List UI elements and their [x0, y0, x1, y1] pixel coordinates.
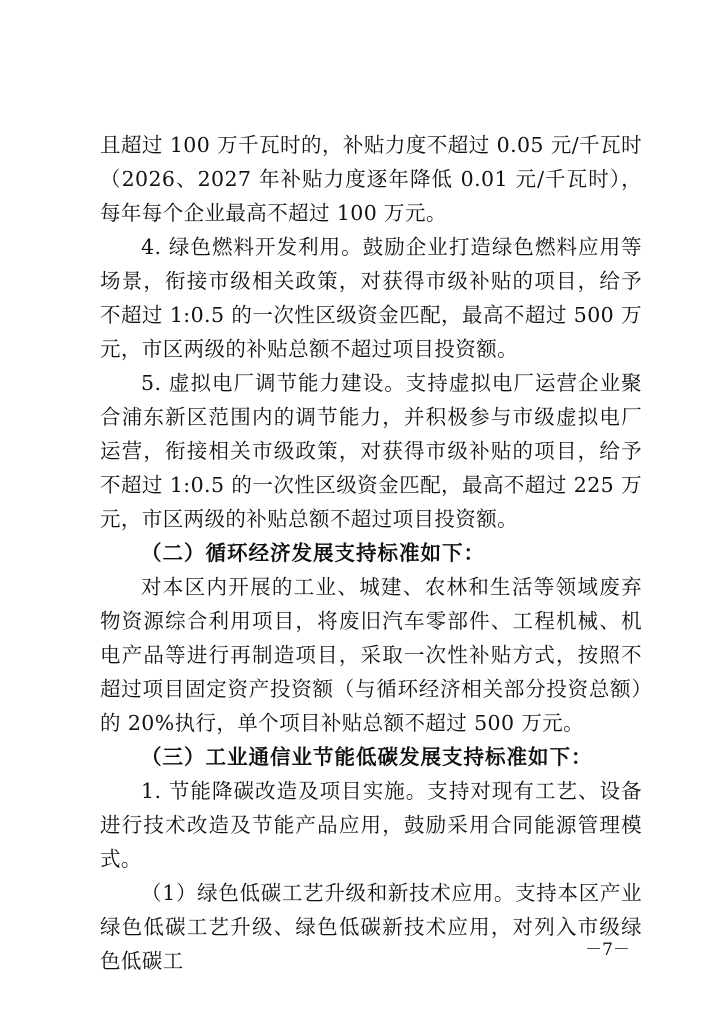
paragraph-green-fuel: 4. 绿色燃料开发利用。鼓励企业打造绿色燃料应用等场景，衔接市级相关政策，对获得市级补贴的项目，给予不超过 1:0.5 的一次性区级资金匹配，最高不超过 500 万元，市区两级的补贴总额不超过项目投资额。	[100, 235, 642, 361]
document-body	[100, 128, 642, 978]
paragraph-circular-economy: 对本区内开展的工业、城建、农林和生活等领域废弃物资源综合利用项目，将废旧汽车零部件、工程机械、机电产品等进行再制造项目，采取一次性补贴方式，按照不超过项目固定资产投资额（与循环经济相关部分投资总额）的 20%执行，单个项目补贴总额不超过 500 万元。	[100, 575, 642, 735]
section-heading-industrial-energy-saving: （三）工业通信业节能低碳发展支持标准如下：	[141, 745, 593, 769]
page-number: －7－	[585, 940, 630, 960]
section-heading-circular-economy: （二）循环经济发展支持标准如下：	[141, 541, 485, 565]
paragraph-energy-saving-retrofit: 1. 节能降碳改造及项目实施。支持对现有工艺、设备进行技术改造及节能产品应用，鼓励采用合同能源管理模式。	[100, 779, 642, 871]
paragraph-continuation: 且超过 100 万千瓦时的，补贴力度不超过 0.05 元/千瓦时（2026、2027 年补贴力度逐年降低 0.01 元/千瓦时），每年每个企业最高不超过 100 万元。	[100, 133, 642, 225]
paragraph-virtual-power-plant: 5. 虚拟电厂调节能力建设。支持虚拟电厂运营企业聚合浦东新区范围内的调节能力，并积极参与市级虚拟电厂运营，衔接相关市级政策，对获得市级补贴的项目，给予不超过 1:0.5 的一次性区级资金匹配，最高不超过 225 万元，市区两级的补贴总额不超过项目投资额。	[100, 371, 642, 531]
paragraph-green-process-upgrade: （1）绿色低碳工艺升级和新技术应用。支持本区产业绿色低碳工艺升级、绿色低碳新技术应用，对列入市级绿色低碳工	[100, 881, 642, 973]
